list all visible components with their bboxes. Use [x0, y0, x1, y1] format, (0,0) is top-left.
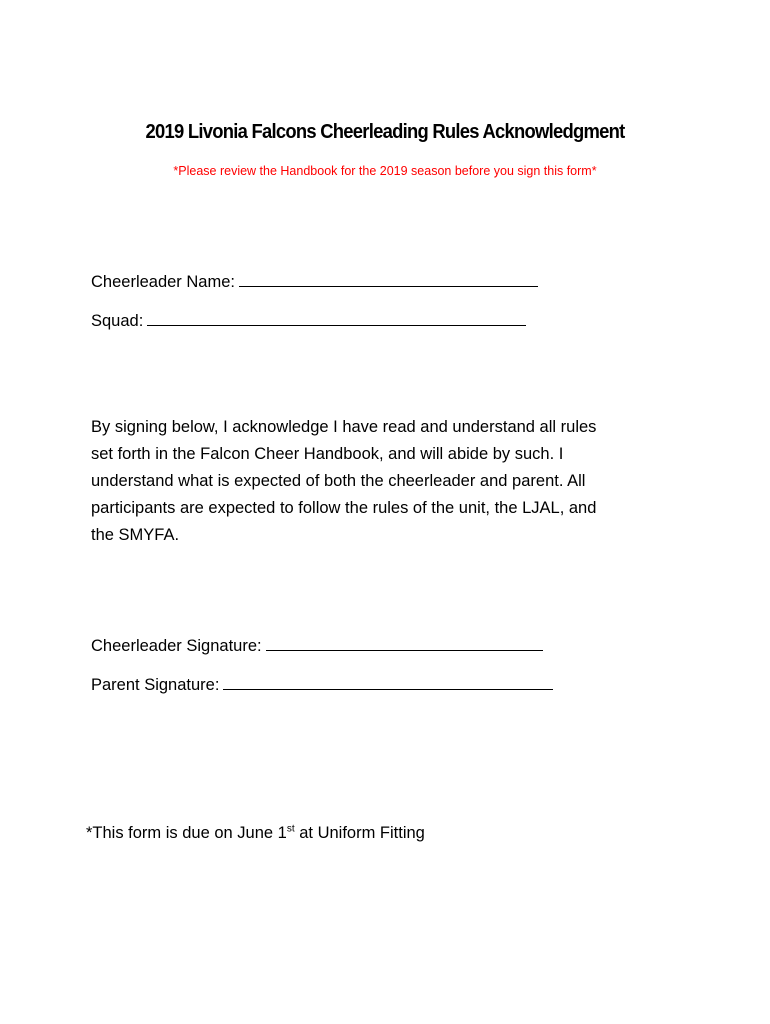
due-note-suffix: at Uniform Fitting	[294, 824, 425, 842]
cheerleader-signature-blank[interactable]	[266, 636, 543, 651]
squad-blank[interactable]	[147, 311, 526, 326]
squad-label: Squad:	[91, 312, 144, 330]
cheerleader-name-label: Cheerleader Name:	[91, 273, 235, 291]
parent-signature-label: Parent Signature:	[91, 676, 220, 694]
squad-field	[91, 311, 526, 331]
paragraph-line: By signing below, I acknowledge I have read and understand all rules	[91, 418, 597, 436]
parent-signature-blank[interactable]	[223, 675, 553, 690]
due-note-prefix: *This form is due on June 1	[86, 824, 287, 842]
cheerleader-name-field	[91, 272, 538, 292]
parent-signature-field	[91, 675, 553, 695]
review-instruction: *Please review the Handbook for the 2019 season before you sign this form*	[173, 164, 597, 178]
cheerleader-name-blank[interactable]	[239, 272, 538, 287]
document-title: 2019 Livonia Falcons Cheerleading Rules Acknowledgment	[145, 121, 625, 143]
cheerleader-signature-label: Cheerleader Signature:	[91, 637, 262, 655]
paragraph-line: set forth in the Falcon Cheer Handbook, and will abide by such. I	[91, 445, 564, 463]
cheerleader-signature-field	[91, 636, 543, 656]
due-note-superscript: st	[286, 823, 295, 835]
paragraph-line: the SMYFA.	[91, 526, 180, 544]
due-date-note	[86, 824, 425, 843]
acknowledgment-paragraph	[91, 414, 681, 549]
paragraph-line: understand what is expected of both the cheerleader and parent. All	[91, 472, 586, 490]
paragraph-line: participants are expected to follow the rules of the unit, the LJAL, and	[91, 499, 597, 517]
